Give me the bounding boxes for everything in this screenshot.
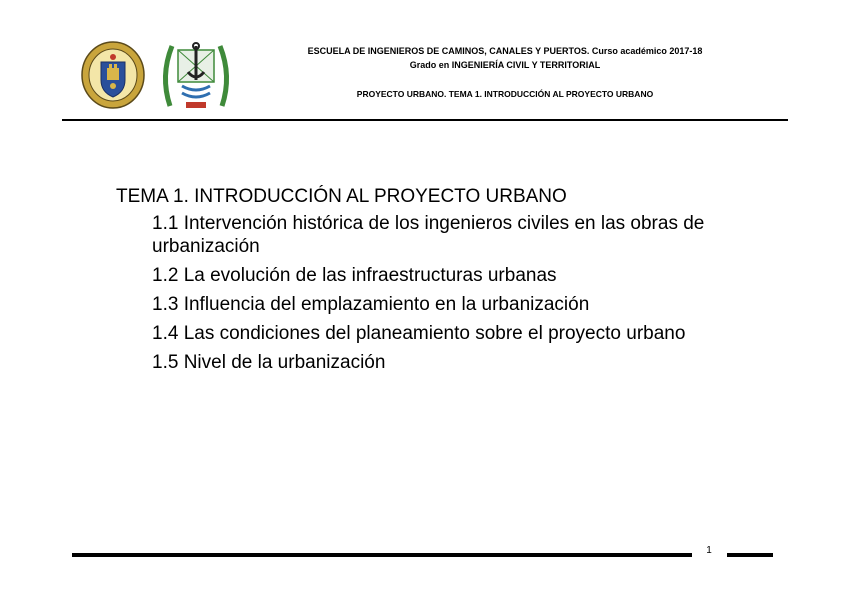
escuela-caminos-logo (156, 36, 236, 114)
upm-seal-logo (80, 40, 146, 110)
toc-item-1-5: 1.5 Nivel de la urbanización (152, 352, 386, 373)
toc-item-1-3: 1.3 Influencia del emplazamiento en la urbanización (152, 294, 590, 315)
header-school-title: ESCUELA DE INGENIEROS DE CAMINOS, CANALES Y PUERTOS. Curso académico 2017-18 (307, 46, 703, 56)
toc-item-1-1: 1.1 Intervención histórica de los ingenieros civiles en las obras de urbanización (152, 213, 705, 257)
toc-list (116, 212, 776, 374)
header-degree: Grado en INGENIERÍA CIVIL Y TERRITORIAL (409, 60, 601, 70)
toc-item-1-2: 1.2 La evolución de las infraestructuras urbanas (152, 265, 557, 286)
toc-title: TEMA 1. INTRODUCCIÓN AL PROYECTO URBANO (116, 186, 567, 207)
footer-divider (72, 553, 692, 557)
page-number: 1 (706, 545, 712, 556)
header-course-topic: PROYECTO URBANO. TEMA 1. INTRODUCCIÓN AL PROYECTO URBANO (356, 89, 654, 99)
toc-item-1-4: 1.4 Las condiciones del planeamiento sobre el proyecto urbano (152, 323, 686, 344)
toc-section (116, 186, 776, 380)
header-divider (62, 119, 788, 121)
footer-divider-right (727, 553, 773, 557)
